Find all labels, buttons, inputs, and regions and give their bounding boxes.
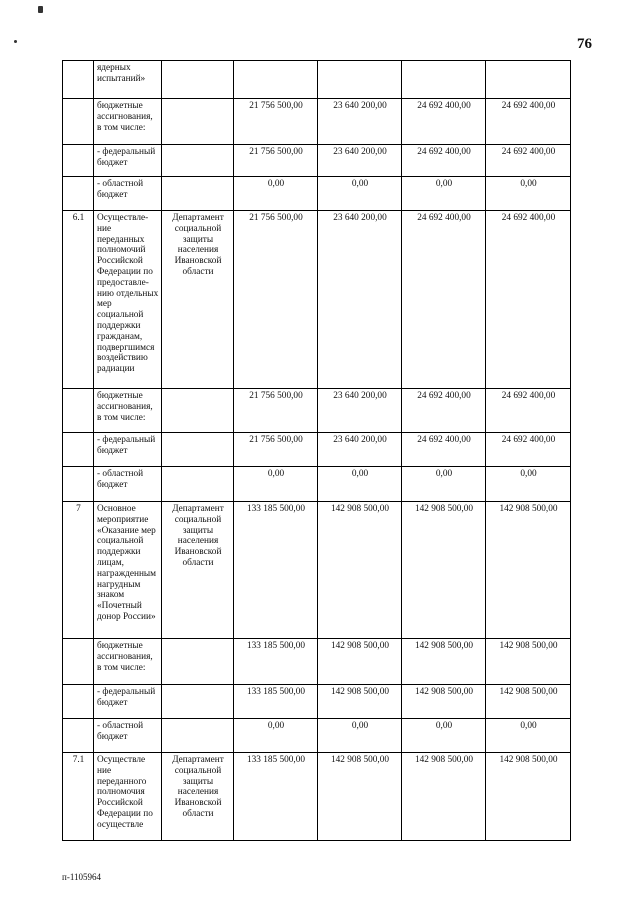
row-department — [162, 719, 234, 753]
value-cell: 0,00 — [318, 177, 402, 211]
table-row — [63, 502, 571, 639]
row-department — [162, 467, 234, 502]
row-name: бюджетные ассигнования, в том числе: — [94, 639, 162, 685]
value-cell — [234, 61, 318, 99]
row-name: бюджетные ассигнования, в том числе: — [94, 99, 162, 145]
row-number — [63, 639, 94, 685]
table-row — [63, 685, 571, 719]
scan-speck — [14, 40, 17, 43]
value-cell: 133 185 500,00 — [234, 753, 318, 841]
row-department: Департамент социальной защиты населения Ивановской области — [162, 502, 234, 639]
table-row — [63, 61, 571, 99]
scan-speck — [38, 6, 43, 13]
value-cell: 0,00 — [486, 467, 571, 502]
value-cell: 0,00 — [486, 177, 571, 211]
value-cell: 142 908 500,00 — [486, 502, 571, 639]
row-number — [63, 177, 94, 211]
value-cell: 24 692 400,00 — [486, 389, 571, 433]
value-cell: 24 692 400,00 — [402, 433, 486, 467]
table-row — [63, 211, 571, 389]
row-name: - областной бюджет — [94, 467, 162, 502]
row-name: Осуществле-ние переданных полномочий Российской Федерации по предоставле-нию отдельных мер социальной поддержки гражданам, подвергшимся воздействию радиации — [94, 211, 162, 389]
row-department — [162, 685, 234, 719]
value-cell: 142 908 500,00 — [318, 502, 402, 639]
value-cell: 23 640 200,00 — [318, 389, 402, 433]
value-cell: 142 908 500,00 — [318, 753, 402, 841]
value-cell: 24 692 400,00 — [486, 99, 571, 145]
value-cell: 0,00 — [402, 177, 486, 211]
table-row — [63, 389, 571, 433]
table-row — [63, 753, 571, 841]
value-cell — [486, 61, 571, 99]
value-cell: 0,00 — [402, 467, 486, 502]
value-cell: 21 756 500,00 — [234, 433, 318, 467]
row-name: бюджетные ассигнования, в том числе: — [94, 389, 162, 433]
row-name: Осуществле ние переданного полномочия Российской Федерации по осуществле — [94, 753, 162, 841]
row-number — [63, 433, 94, 467]
row-department — [162, 99, 234, 145]
row-name: - федеральный бюджет — [94, 685, 162, 719]
table-row — [63, 719, 571, 753]
row-number — [63, 61, 94, 99]
row-name: - федеральный бюджет — [94, 433, 162, 467]
value-cell: 21 756 500,00 — [234, 211, 318, 389]
value-cell: 142 908 500,00 — [486, 685, 571, 719]
table-row — [63, 99, 571, 145]
value-cell: 0,00 — [486, 719, 571, 753]
value-cell: 0,00 — [402, 719, 486, 753]
value-cell: 21 756 500,00 — [234, 389, 318, 433]
value-cell: 142 908 500,00 — [402, 685, 486, 719]
row-department: Департамент социальной защиты населения Ивановской области — [162, 211, 234, 389]
value-cell: 142 908 500,00 — [486, 639, 571, 685]
value-cell: 21 756 500,00 — [234, 145, 318, 177]
value-cell: 23 640 200,00 — [318, 145, 402, 177]
value-cell: 133 185 500,00 — [234, 502, 318, 639]
row-number — [63, 719, 94, 753]
value-cell: 24 692 400,00 — [486, 211, 571, 389]
value-cell: 24 692 400,00 — [402, 389, 486, 433]
value-cell: 21 756 500,00 — [234, 99, 318, 145]
row-department — [162, 433, 234, 467]
table-row — [63, 639, 571, 685]
value-cell: 23 640 200,00 — [318, 211, 402, 389]
row-number — [63, 389, 94, 433]
value-cell: 0,00 — [234, 719, 318, 753]
table-row — [63, 177, 571, 211]
value-cell: 133 185 500,00 — [234, 639, 318, 685]
row-department — [162, 389, 234, 433]
value-cell — [402, 61, 486, 99]
row-number: 6.1 — [63, 211, 94, 389]
row-number: 7.1 — [63, 753, 94, 841]
row-department — [162, 61, 234, 99]
row-department: Департамент социальной защиты населения Ивановской области — [162, 753, 234, 841]
row-number: 7 — [63, 502, 94, 639]
value-cell: 142 908 500,00 — [318, 639, 402, 685]
value-cell: 24 692 400,00 — [486, 145, 571, 177]
value-cell: 0,00 — [234, 177, 318, 211]
page-number: 76 — [577, 36, 592, 52]
value-cell: 133 185 500,00 — [234, 685, 318, 719]
value-cell: 142 908 500,00 — [402, 502, 486, 639]
row-number — [63, 467, 94, 502]
value-cell: 24 692 400,00 — [402, 145, 486, 177]
row-name: Основное мероприятие «Оказание мер социальной поддержки лицам, награжденным нагрудным знаком «Почетный донор России» — [94, 502, 162, 639]
table-row — [63, 433, 571, 467]
value-cell: 0,00 — [318, 719, 402, 753]
table-row — [63, 467, 571, 502]
value-cell: 142 908 500,00 — [402, 639, 486, 685]
value-cell: 24 692 400,00 — [402, 99, 486, 145]
row-department — [162, 177, 234, 211]
row-name: ядерных испытаний» — [94, 61, 162, 99]
value-cell: 142 908 500,00 — [402, 753, 486, 841]
row-name: - областной бюджет — [94, 719, 162, 753]
budget-table — [62, 60, 571, 841]
value-cell: 0,00 — [318, 467, 402, 502]
value-cell: 23 640 200,00 — [318, 433, 402, 467]
row-number — [63, 99, 94, 145]
row-number — [63, 145, 94, 177]
row-name: - федеральный бюджет — [94, 145, 162, 177]
row-department — [162, 145, 234, 177]
document-code: п-1105964 — [62, 872, 101, 882]
value-cell: 24 692 400,00 — [402, 211, 486, 389]
row-name: - областной бюджет — [94, 177, 162, 211]
value-cell: 24 692 400,00 — [486, 433, 571, 467]
value-cell — [318, 61, 402, 99]
value-cell: 142 908 500,00 — [486, 753, 571, 841]
row-department — [162, 639, 234, 685]
row-number — [63, 685, 94, 719]
value-cell: 23 640 200,00 — [318, 99, 402, 145]
value-cell: 142 908 500,00 — [318, 685, 402, 719]
table-row — [63, 145, 571, 177]
value-cell: 0,00 — [234, 467, 318, 502]
